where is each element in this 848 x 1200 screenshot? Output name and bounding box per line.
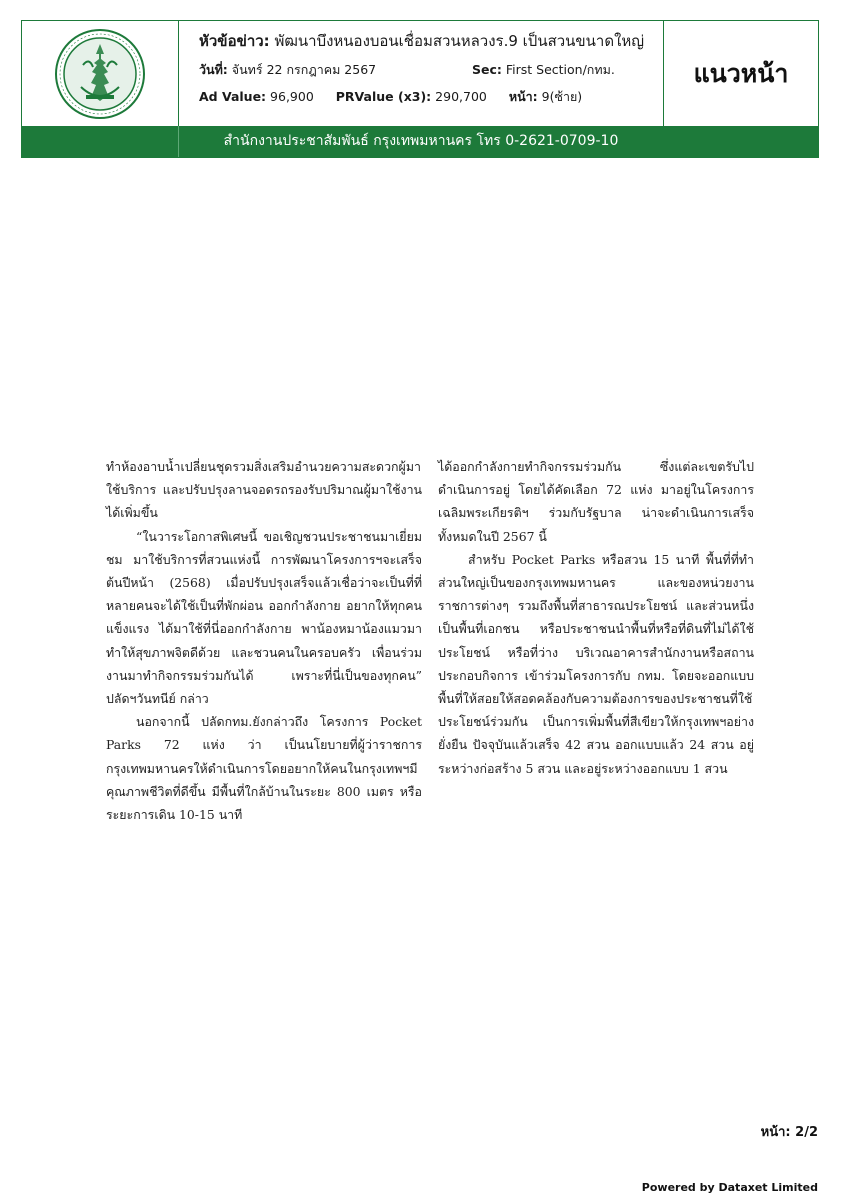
sec-label: Sec: [472,62,502,77]
article-right-column [438,455,754,780]
article-paragraph: สำหรับ Pocket Parks หรือสวน 15 นาที พื้นที่ที่ทำส่วนใหญ่เป็นของกรุงเทพมหานคร และของหน่วยงานราชการต่างๆ รวมถึงพื้นที่สาธารณประโยชน์ และส่วนหนึ่งเป็นพื้นที่เอกชน หรือประชาชนนำพื้นที่หรือที่ดินที่ไม่ได้ใช้ประโยชน์ หรือที่ว่าง บริเวณอาคารสำนักงานหรือสถานประกอบกิจการ เข้าร่วมโครงการกับ กทม. โดยจะออกแบบพื้นที่ให้สอยให้สอดคล้องกับความต้องการของประชาชนที่ใช้ประโยชน์ร่วมกัน เป็นการเพิ่มพื้นที่สีเขียวให้กรุงเทพฯอย่างยั่งยืน ปัจจุบันแล้วเสร็จ 42 สวน ออกแบบแล้ว 24 สวน อยู่ระหว่างก่อสร้าง 5 สวน และอยู่ระหว่างออกแบบ 1 สวน [438,551,754,776]
article-left-column [106,455,422,826]
page-label: หน้า: [508,89,538,104]
headline-label: หัวข้อข่าว: [199,32,270,50]
pr-value-label: PRValue (x3): [335,89,432,104]
clipping-info [179,21,663,126]
powered-by: Powered by Dataxet Limited [641,1181,818,1194]
value-line [199,87,663,107]
date-label: วันที่: [199,62,228,77]
page-value: 9(ซ้าย) [541,89,583,104]
newspaper-name-cell [663,21,818,126]
ad-value-label: Ad Value: [199,89,267,104]
article-paragraph: นอกจากนี้ ปลัดกทม.ยังกล่าวถึง โครงการ Pocket Parks 72 แห่ง ว่า เป็นนโยบายที่ผู้ว่าราชการกรุงเทพมหานครให้ดำเนินการโดยอยากให้คนในกรุงเทพฯมีคุณภาพชีวิตที่ดีขึ้น มีพื้นที่ใกล้บ้านในระยะ 800 เมตร หรือระยะการเดิน 10-15 นาที [106,714,422,823]
page-number: หน้า: 2/2 [760,1125,818,1140]
pr-value: 290,700 [435,89,487,104]
sec-value: First Section/กทม. [505,62,615,77]
office-bar [22,126,818,157]
date-value: จันทร์ 22 กรกฎาคม 2567 [231,62,377,77]
date-line [199,60,663,80]
bma-seal-logo [53,27,147,121]
logo-cell [22,21,179,126]
ad-value: 96,900 [270,89,314,104]
section-info [472,60,615,80]
headline-text: พัฒนาบึงหนองบอนเชื่อมสวนหลวงร.9 เป็นสวนขนาดใหญ่ [274,32,645,50]
office-text: สำนักงานประชาสัมพันธ์ กรุงเทพมหานคร โทร 0-2621-0709-10 [223,133,619,149]
newspaper-name: แนวหน้า [693,58,789,88]
article-paragraph: ได้ออกกำลังกายทำกิจกรรมร่วมกัน ซึ่งแต่ละเขตรับไปดำเนินการอยู่ โดยได้คัดเลือก 72 แห่ง มาอยู่ในโครงการเฉลิมพระเกียรติฯ ร่วมกับรัฐบาล น่าจะดำเนินการเสร็จทั้งหมดในปี 2567 นี้ [438,459,754,544]
clipping-header [21,20,819,158]
article-paragraph: ทำห้องอาบน้ำเปลี่ยนชุดรวมสิ่งเสริมอำนวยความสะดวกผู้มาใช้บริการ และปรับปรุงลานจอดรถรองรับปริมาณผู้มาใช้งานได้เพิ่มขึ้น [106,459,422,521]
article-paragraph: “ในวาระโอกาสพิเศษนี้ ขอเชิญชวนประชาชนมาเยี่ยมชม มาใช้บริการที่สวนแห่งนี้ การพัฒนาโครงการฯจะเสร็จต้นปีหน้า (2568) เมื่อปรับปรุงเสร็จแล้วเชื่อว่าจะเป็นที่ที่หลายคนจะได้ใช้เป็นที่พักผ่อน ออกกำลังกาย อยากให้ทุกคนแข็งแรง ได้มาใช้ที่นี่ออกกำลังกาย พาน้องหมาน้องแมวมาทำให้สุขภาพจิตดีด้วย และชวนคนในครอบครัว เพื่อนร่วมงานมาทำกิจกรรมร่วมกันได้ เพราะที่นี่เป็นของทุกคน” ปลัดฯวันทนีย์ กล่าว [106,528,422,707]
headline-line [199,31,663,51]
